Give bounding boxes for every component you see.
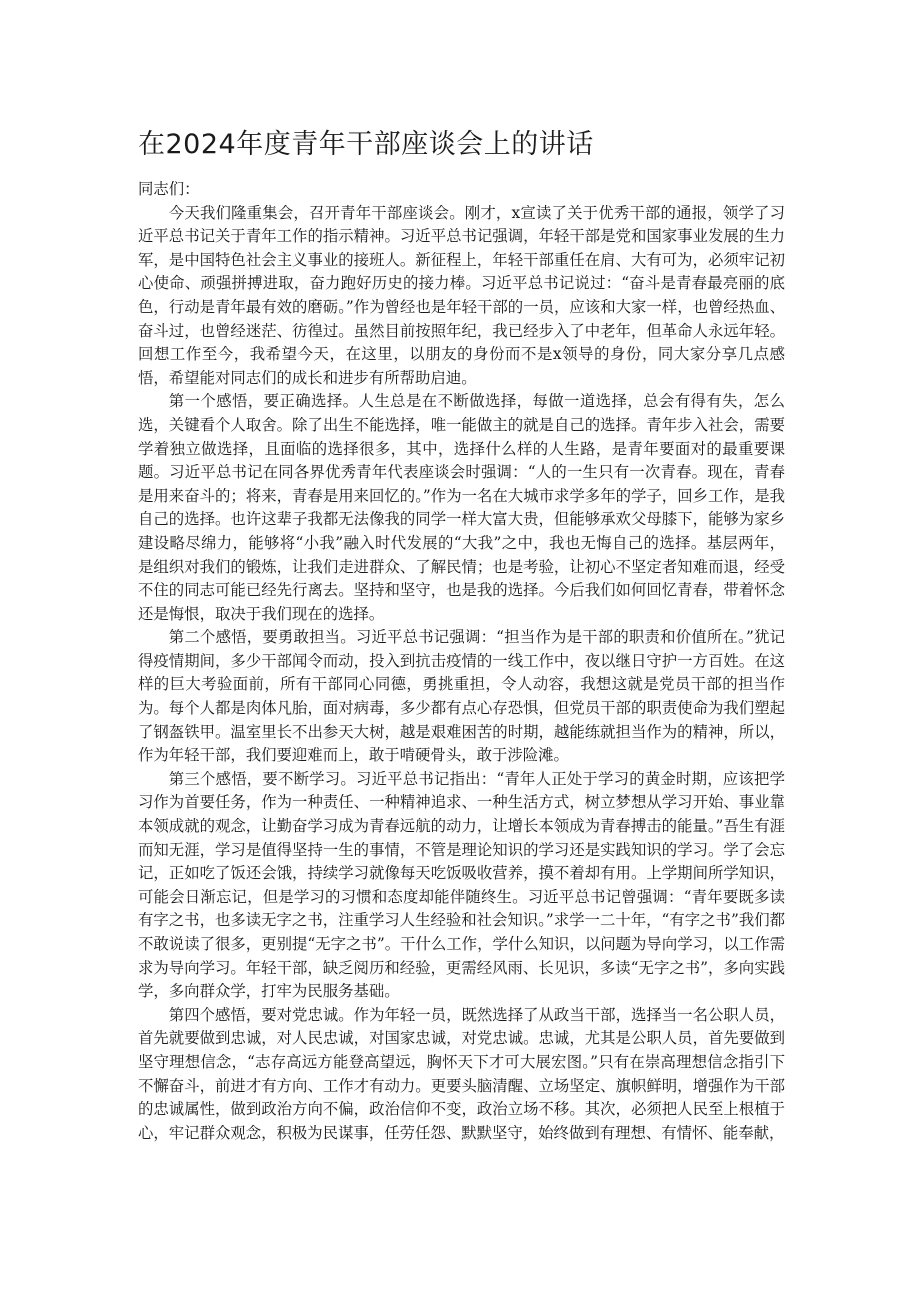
- paragraph-insight-3-learning: 第三个感悟，要不断学习。习近平总书记指出：“青年人正处于学习的黄金时期，应该把学习作为首要任务，作为一种责任、一种精神追求、一种生活方式，树立梦想从学习开始、事业靠本领成就的观念，让勤奋学习成为青春远航的动力，让增长本领成为青春搏击的能量。”吾生有涯而知无涯，学习是值得坚持一生的事情，不管是理论知识的学习还是实践知识的学习。学了会忘记，正如吃了饭还会饿，持续学习就像每天吃饭吸收营养，摸不着却有用。上学期间所学知识，可能会日渐忘记，但是学习的习惯和态度却能伴随终生。习近平总书记曾强调：“青年要既多读有字之书，也多读无字之书，注重学习人生经验和社会知识。”求学一二十年，“有字之书”我们都不敢说读了很多，更别提“无字之书”。干什么工作，学什么知识，以问题为导向学习，以工作需求为导向学习。年轻干部，缺乏阅历和经验，更需经风雨、长见识，多读“无字之书”，多向实践学，多向群众学，打牢为民服务基础。: [138, 769, 785, 1001]
- paragraph-insight-1-choice: 第一个感悟，要正确选择。人生总是在不断做选择，每做一道选择，总会有得有失，怎么选，关键看个人取舍。除了出生不能选择，唯一能做主的就是自己的选择。青年步入社会，需要学着独立做选择，且面临的选择很多，其中，选择什么样的人生路，是青年要面对的最重要课题。习近平总书记在同各界优秀青年代表座谈会时强调：“人的一生只有一次青春。现在，青春是用来奋斗的；将来，青春是用来回忆的。”作为一名在大城市求学多年的学子，回乡工作，是我自己的选择。也许这辈子我都无法像我的同学一样大富大贵，但能够承欢父母膝下，能够为家乡建设略尽绵力，能够将“小我”融入时代发展的“大我”之中，我也无悔自己的选择。基层两年，是组织对我们的锻炼，让我们走进群众、了解民情；也是考验，让初心不坚定者知难而退，经受不住的同志可能已经先行离去。坚持和坚守，也是我的选择。今后我们如何回忆青春，带着怀念还是悔恨，取决于我们现在的选择。: [138, 392, 785, 623]
- paragraph-insight-4-loyalty: 第四个感悟，要对党忠诚。作为年轻一员，既然选择了从政当干部，选择当一名公职人员，首先就要做到忠诚，对人民忠诚，对国家忠诚，对党忠诚。忠诚，尤其是公职人员，首先要做到坚守理想信念，“志存高远方能登高望远，胸怀天下才可大展宏图。”只有在崇高理想信念指引下不懈奋斗，前进才有方向、工作才有动力。更要头脑清醒、立场坚定、旗帜鲜明，增强作为干部的忠诚属性，做到政治方向不偏，政治信仰不变，政治立场不移。其次，必须把人民至上根植于心，牢记群众观念，积极为民谋事，任劳任怨、默默坚守，始终做到有理想、有情怀、能奉献，: [138, 1005, 785, 1142]
- paragraph-insight-2-responsibility: 第二个感悟，要勇敢担当。习近平总书记强调：“担当作为是干部的职责和价值所在。”犹记得疫情期间，多少干部闻令而动，投入到抗击疫情的一线工作中，夜以继日守护一方百姓。在这样的巨大考验面前，所有干部同心同德，勇挑重担，令人动容，我想这就是党员干部的担当作为。每个人都是肉体凡胎，面对病毒，多少都有点心存恐惧，但党员干部的职责使命为我们塑起了钢盔铁甲。温室里长不出参天大树，越是艰难困苦的时期，越能练就担当作为的精神，所以，作为年轻干部，我们要迎难而上，敢于啃硬骨头，敢于涉险滩。: [138, 628, 785, 765]
- paragraph-intro: 今天我们隆重集会，召开青年干部座谈会。刚才，x宣读了关于优秀干部的通报，领学了习近平总书记关于青年工作的指示精神。习近平总书记强调，年轻干部是党和国家事业发展的生力军，是中国特色社会主义事业的接班人。新征程上，年轻干部重任在肩、大有可为，必须牢记初心使命、顽强拼搏进取，奋力跑好历史的接力棒。习近平总书记说过：“奋斗是青春最亮丽的底色，行动是青年最有效的磨砺。”作为曾经也是年轻干部的一员，应该和大家一样，也曾经热血、奋斗过，也曾经迷茫、彷徨过。虽然目前按照年纪，我已经步入了中老年，但革命人永远年轻。回想工作至今，我希望今天，在这里，以朋友的身份而不是x领导的身份，同大家分享几点感悟，希望能对同志们的成长和进步有所帮助启迪。: [138, 203, 785, 387]
- document-body: [138, 178, 785, 1145]
- page-title: 在2024年度青年干部座谈会上的讲话: [138, 129, 594, 160]
- salutation: 同志们：: [138, 180, 200, 198]
